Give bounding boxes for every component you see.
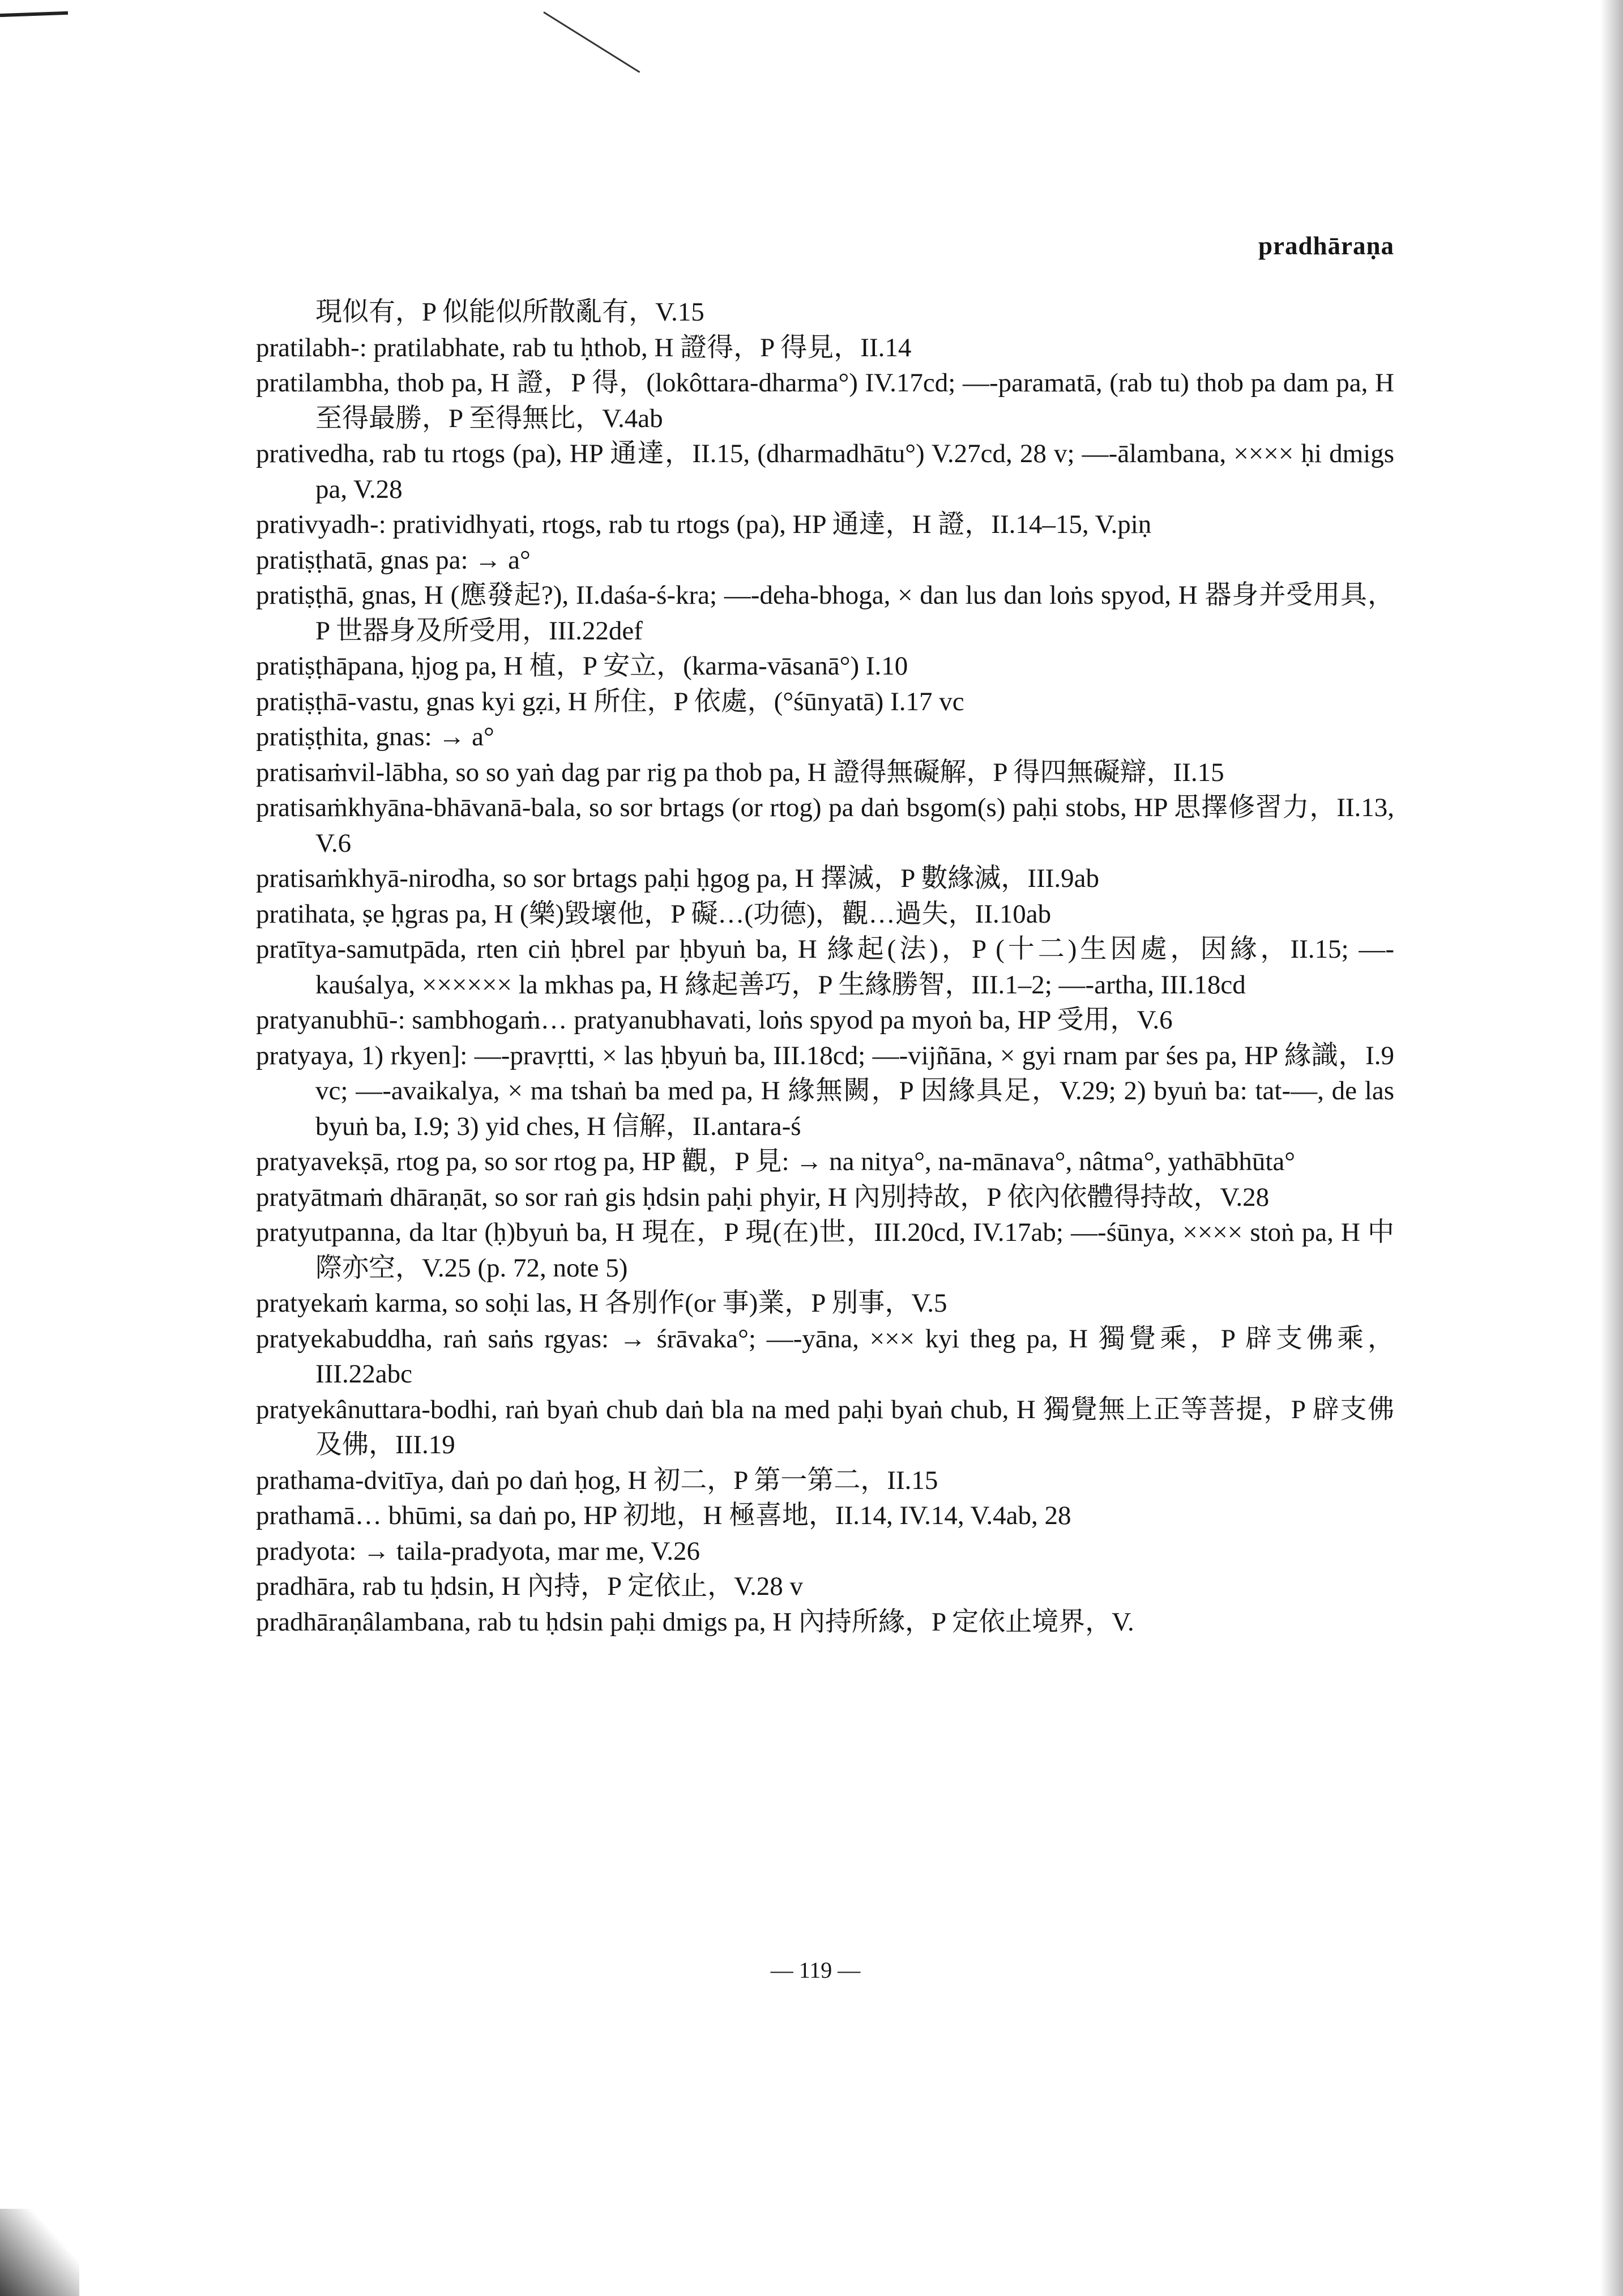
entry: pratiṣṭhita, gnas: → a° [256, 722, 494, 752]
entry: prathama-dvitīya, daṅ po daṅ ḥog, H 初二，P 第一第二，II.15 [256, 1465, 938, 1495]
entry: pratiṣṭhā, gnas, H (應發起?), II.daśa-ś-kra; —-deha-bhoga, × dan lus dan loṅs spyod, H 器身并受用具，P 世器身及所受用，III.22def [256, 581, 1394, 646]
entry: pratilambha, thob pa, H 證，P 得，(lokôttara-dharma°) IV.17cd; —-paramatā, (rab tu) thob pa dam pa, H 至得最勝，P 至得無比，V.4ab [256, 368, 1394, 433]
entry: pratiṣṭhatā, gnas pa: → a° [256, 545, 531, 575]
entry: pradhāra, rab tu ḥdsin, H 內持，P 定依止，V.28 v [256, 1572, 804, 1601]
entry: pratyātmaṁ dhāraṇāt, so sor raṅ gis ḥdsin paḥi phyir, H 內別持故，P 依內依體得持故，V.28 [256, 1182, 1270, 1212]
entry-continuation: 現似有，P 似能似所散亂有，V.15 [315, 297, 704, 327]
scan-artifact-line [543, 11, 640, 73]
entry: prativyadh-: pratividhyati, rtogs, rab tu rtogs (pa), HP 通達，H 證，II.14–15, V.piṇ [256, 510, 1152, 539]
entry: pratiṣṭhā-vastu, gnas kyi gẓi, H 所住，P 依處，(°śūnyatā) I.17 vc [256, 686, 964, 716]
scan-artifact-top [0, 11, 68, 17]
entry: pratyaya, 1) rkyen]: —-pravṛtti, × las ḥbyuṅ ba, III.18cd; —-vijñāna, × gyi rnam par śes pa, HP 緣識，I.9 vc; —-avaikalya, × ma tshaṅ ba med pa, H 緣無闕，P 因緣具足，V.29; 2) byuṅ ba: tat-—, de las byuṅ ba, I.9; 3) yid ches, H 信解，II.antara-ś [256, 1040, 1394, 1141]
entry: pratilabh-: pratilabhate, rab tu ḥthob, H 證得，P 得見，II.14 [256, 332, 912, 362]
entry: pratisaṁkhyāna-bhāvanā-bala, so sor brtags (or rtog) pa daṅ bsgom(s) paḥi stobs, HP 思擇修習力，II.13, V.6 [256, 793, 1394, 858]
entry: prathamā… bhūmi, sa daṅ po, HP 初地，H 極喜地，II.14, IV.14, V.4ab, 28 [256, 1501, 1071, 1530]
entry: pratiṣṭhāpana, ḥjog pa, H 植，P 安立，(karma-vāsanā°) I.10 [256, 651, 908, 681]
entry: prativedha, rab tu rtogs (pa), HP 通達，II.15, (dharmadhātu°) V.27cd, 28 v; —-ālambana, ×××× ḥi dmigs pa, V.28 [256, 439, 1394, 504]
entry-list [256, 295, 1394, 1640]
page-number: — 119 — [770, 1957, 861, 1983]
entry: pratisaṁvil-lābha, so so yaṅ dag par rig pa thob pa, H 證得無礙解，P 得四無礙辯，II.15 [256, 757, 1224, 787]
entry: pratyanubhū-: sambhogaṁ… pratyanubhavati, loṅs spyod pa myoṅ ba, HP 受用，V.6 [256, 1005, 1173, 1035]
entry: pratyekabuddha, raṅ saṅs rgyas: → śrāvaka°; —-yāna, ××× kyi theg pa, H 獨覺乘，P 辟支佛乘，III.22abc [256, 1324, 1394, 1389]
entry: pratisaṁkhyā-nirodha, so sor brtags paḥi ḥgog pa, H 擇滅，P 數緣滅，III.9ab [256, 864, 1099, 893]
entry: pratyavekṣā, rtog pa, so sor rtog pa, HP 觀，P 見: → na nitya°, na-mānava°, nâtma°, yathābhūta° [256, 1147, 1296, 1176]
scan-edge-shadow-bottom-left [0, 2209, 79, 2296]
entry: pradhāraṇâlambana, rab tu ḥdsin paḥi dmigs pa, H 內持所緣，P 定依止境界，V. [256, 1607, 1134, 1637]
running-head: pradhāraṇa [1258, 232, 1394, 260]
entry: pratyutpanna, da ltar (ḥ)byuṅ ba, H 現在，P 現(在)世，III.20cd, IV.17ab; —-śūnya, ×××× stoṅ pa, H 中際亦空，V.25 (p. 72, note 5) [256, 1218, 1394, 1283]
entry: pratihata, ṣe ḥgras pa, H (樂)毀壞他，P 礙…(功德)，觀…過失，II.10ab [256, 899, 1052, 929]
entry: pratyekaṁ karma, so soḥi las, H 各別作(or 事)業，P 別事，V.5 [256, 1288, 947, 1318]
entry: pratyekânuttara-bodhi, raṅ byaṅ chub daṅ bla na med paḥi byaṅ chub, H 獨覺無上正等菩提，P 辟支佛及佛，III.19 [256, 1394, 1394, 1459]
entry: pratītya-samutpāda, rten ciṅ ḥbrel par ḥbyuṅ ba, H 緣起(法)，P (十二)生因處，因緣，II.15; —-kauśalya, ×××××× la mkhas pa, H 緣起善巧，P 生緣勝智，III.1–2; —-artha, III.18cd [256, 934, 1394, 1000]
scan-edge-shadow-right [1600, 0, 1623, 2296]
entry: pradyota: → taila-pradyota, mar me, V.26 [256, 1536, 700, 1566]
